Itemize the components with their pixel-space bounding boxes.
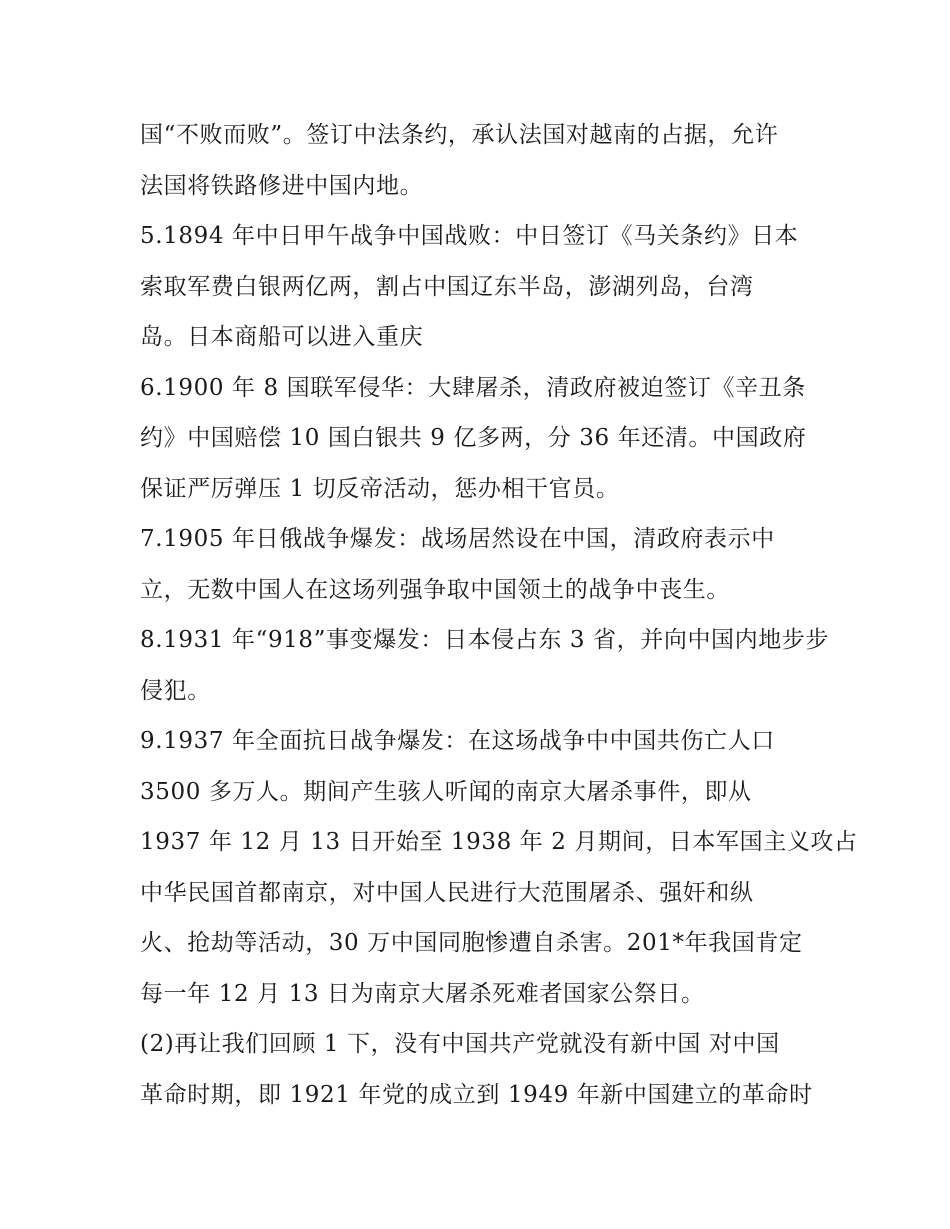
text-line: 国“不败而败”。签订中法条约，承认法国对越南的占据，允许 — [140, 122, 779, 148]
text-line: 9.1937 年全面抗日战争爆发：在这场战争中中国共伤亡人口 — [140, 728, 775, 754]
text-line: 法国将铁路修进中国内地。 — [140, 172, 424, 199]
text-line: 索取军费白银两亿两，割占中国辽东半岛，澎湖列岛，台湾 — [140, 273, 754, 300]
text-line: 每一年 12 月 13 日为南京大屠杀死难者国家公祭日。 — [140, 980, 705, 1007]
text-line: 侵犯。 — [140, 677, 211, 704]
text-line: 岛。日本商船可以进入重庆 — [140, 324, 424, 350]
text-line: 1937 年 12 月 13 日开始至 1938 年 2 月期间，日本军国主义攻占 — [140, 829, 858, 855]
text-line: 立，无数中国人在这场列强争取中国领土的战争中丧生。 — [140, 576, 730, 603]
text-line: 7.1905 年日俄战争爆发：战场居然设在中国，清政府表示中 — [140, 526, 775, 552]
text-line: 6.1900 年 8 国联军侵华：大肆屠杀，清政府被迫签订《辛丑条 — [140, 374, 806, 401]
text-line: 火、抢劫等活动，30 万中国同胞惨遭自杀害。201*年我国肯定 — [140, 930, 803, 956]
text-line: 革命时期，即 1921 年党的成立到 1949 年新中国建立的革命时 — [140, 1081, 813, 1108]
text-line: 保证严厉弹压 1 切反帝活动，惩办相干官员。 — [140, 475, 620, 502]
text-line: 8.1931 年“918”事变爆发：日本侵占东 3 省，并向中国内地步步 — [140, 627, 830, 653]
text-line: 中华民国首都南京，对中国人民进行大范围屠杀、强奸和纵 — [140, 879, 754, 906]
text-line: 5.1894 年中日甲午战争中国战败：中日签订《马关条约》日本 — [140, 223, 799, 249]
text-line: 约》中国赔偿 10 国白银共 9 亿多两，分 36 年还清。中国政府 — [140, 425, 807, 451]
body-text — [140, 110, 858, 1120]
text-line: 3500 多万人。期间产生骇人听闻的南京大屠杀事件，即从 — [140, 778, 752, 805]
text-line: (2)再让我们回顾 1 下，没有中国共产党就没有新中国 对中国 — [140, 1031, 780, 1057]
